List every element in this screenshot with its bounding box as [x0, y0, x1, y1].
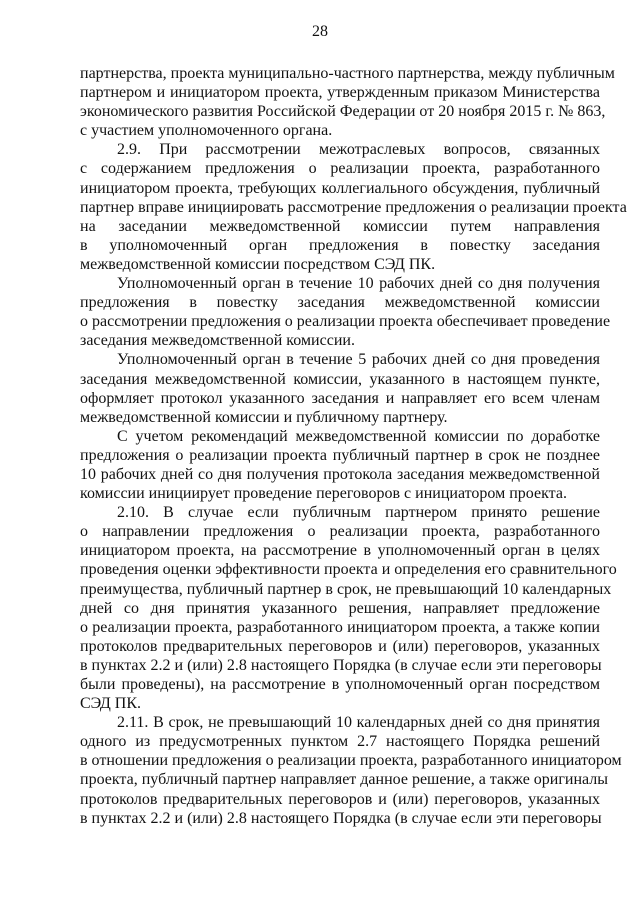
- text-line: проекта, публичный партнер направляет данное решение, а также оригиналы: [80, 771, 609, 789]
- text-line: СЭД ПК.: [80, 695, 142, 713]
- text-line: с участием уполномоченного органа.: [80, 122, 333, 140]
- text-line: заседания межведомственной комиссии.: [80, 332, 355, 350]
- text-line: 10 рабочих дней со дня получения протокола заседания межведомственной: [80, 465, 600, 483]
- text-line: партнерства, проекта муниципально-частного партнерства, между публичным: [80, 65, 615, 82]
- text-line: 2.9. При рассмотрении межотраслевых вопросов, связанных: [117, 141, 600, 159]
- text-line: были проведены), на рассмотрение в уполномоченный орган посредством: [80, 676, 600, 693]
- text-line: преимущества, публичный партнер в срок, не превышающий 10 календарных: [80, 580, 612, 598]
- paragraph-2-10: [80, 503, 617, 713]
- text-line: в пунктах 2.2 и (или) 2.8 настоящего Порядка (в случае если эти переговоры: [80, 809, 602, 827]
- text-line: комиссии инициирует проведение переговоров с инициатором проекта.: [80, 485, 567, 503]
- document-body: [80, 64, 627, 828]
- text-line: о рассмотрении предложения о реализации проекта обеспечивает проведение: [80, 313, 611, 331]
- text-line: С учетом рекомендаций межведомственной комиссии по доработке: [117, 427, 600, 445]
- page-number: 28: [312, 23, 328, 40]
- text-line: партнером и инициатором проекта, утвержденным приказом Министерства: [80, 84, 600, 102]
- text-line: партнер вправе инициировать рассмотрение предложения о реализации проекта: [80, 198, 627, 216]
- text-line: на заседании межведомственной комиссии путем направления: [80, 217, 600, 235]
- text-line: о реализации проекта, разработанного инициатором проекта, а также копии: [80, 618, 600, 636]
- text-line: предложения о реализации проекта публичный партнер в срок не позднее: [80, 446, 600, 464]
- paragraph-meeting-schedule: [80, 274, 611, 350]
- text-line: экономического развития Российской Федерации от 20 ноября 2015 г. № 863,: [80, 103, 606, 121]
- text-line: Уполномоченный орган в течение 10 рабочих дней со дня получения: [117, 275, 600, 293]
- text-line: в отношении предложения о реализации проекта, разработанного инициатором: [80, 752, 622, 770]
- text-line: предложения в повестку заседания межведомственной комиссии: [80, 294, 600, 312]
- text-line: о направлении предложения о реализации проекта, разработанного: [80, 523, 600, 541]
- text-line: Уполномоченный орган в течение 5 рабочих дней со дня проведения: [117, 351, 600, 369]
- text-line: протоколов предварительных переговоров и (или) переговоров, указанных: [80, 637, 600, 655]
- text-line: проведения оценки эффективности проекта и определения его сравнительного: [80, 561, 617, 579]
- paragraph-2-11: [80, 713, 622, 828]
- paragraph-2-9: [80, 140, 627, 274]
- paragraph-continuation: [80, 64, 615, 140]
- text-line: одного из предусмотренных пунктом 2.7 настоящего Порядка решений: [80, 733, 600, 751]
- text-line: межведомственной комиссии посредством СЭД ПК.: [80, 255, 436, 273]
- text-line: в уполномоченный орган предложения в повестку заседания: [80, 236, 600, 254]
- paragraph-recommendations: [80, 427, 600, 503]
- text-line: 2.11. В срок, не превышающий 10 календарных дней со дня принятия: [117, 714, 600, 732]
- text-line: в пунктах 2.2 и (или) 2.8 настоящего Порядка (в случае если эти переговоры: [80, 656, 602, 674]
- text-line: дней со дня принятия указанного решения, направляет предложение: [80, 599, 600, 617]
- text-line: с содержанием предложения о реализации проекта, разработанного: [80, 160, 600, 178]
- paragraph-protocol: [80, 350, 600, 426]
- text-line: заседания межведомственной комиссии, указанного в настоящем пункте,: [80, 370, 600, 388]
- text-line: протоколов предварительных переговоров и (или) переговоров, указанных: [80, 790, 600, 808]
- text-line: 2.10. В случае если публичным партнером принято решение: [117, 504, 600, 522]
- text-line: инициатором проекта, на рассмотрение в уполномоченный орган в целях: [80, 542, 600, 560]
- text-line: инициатором проекта, требующих коллегиального обсуждения, публичный: [80, 179, 600, 197]
- text-line: оформляет протокол указанного заседания и направляет его всем членам: [80, 389, 600, 407]
- text-line: межведомственной комиссии и публичному партнеру.: [80, 408, 448, 426]
